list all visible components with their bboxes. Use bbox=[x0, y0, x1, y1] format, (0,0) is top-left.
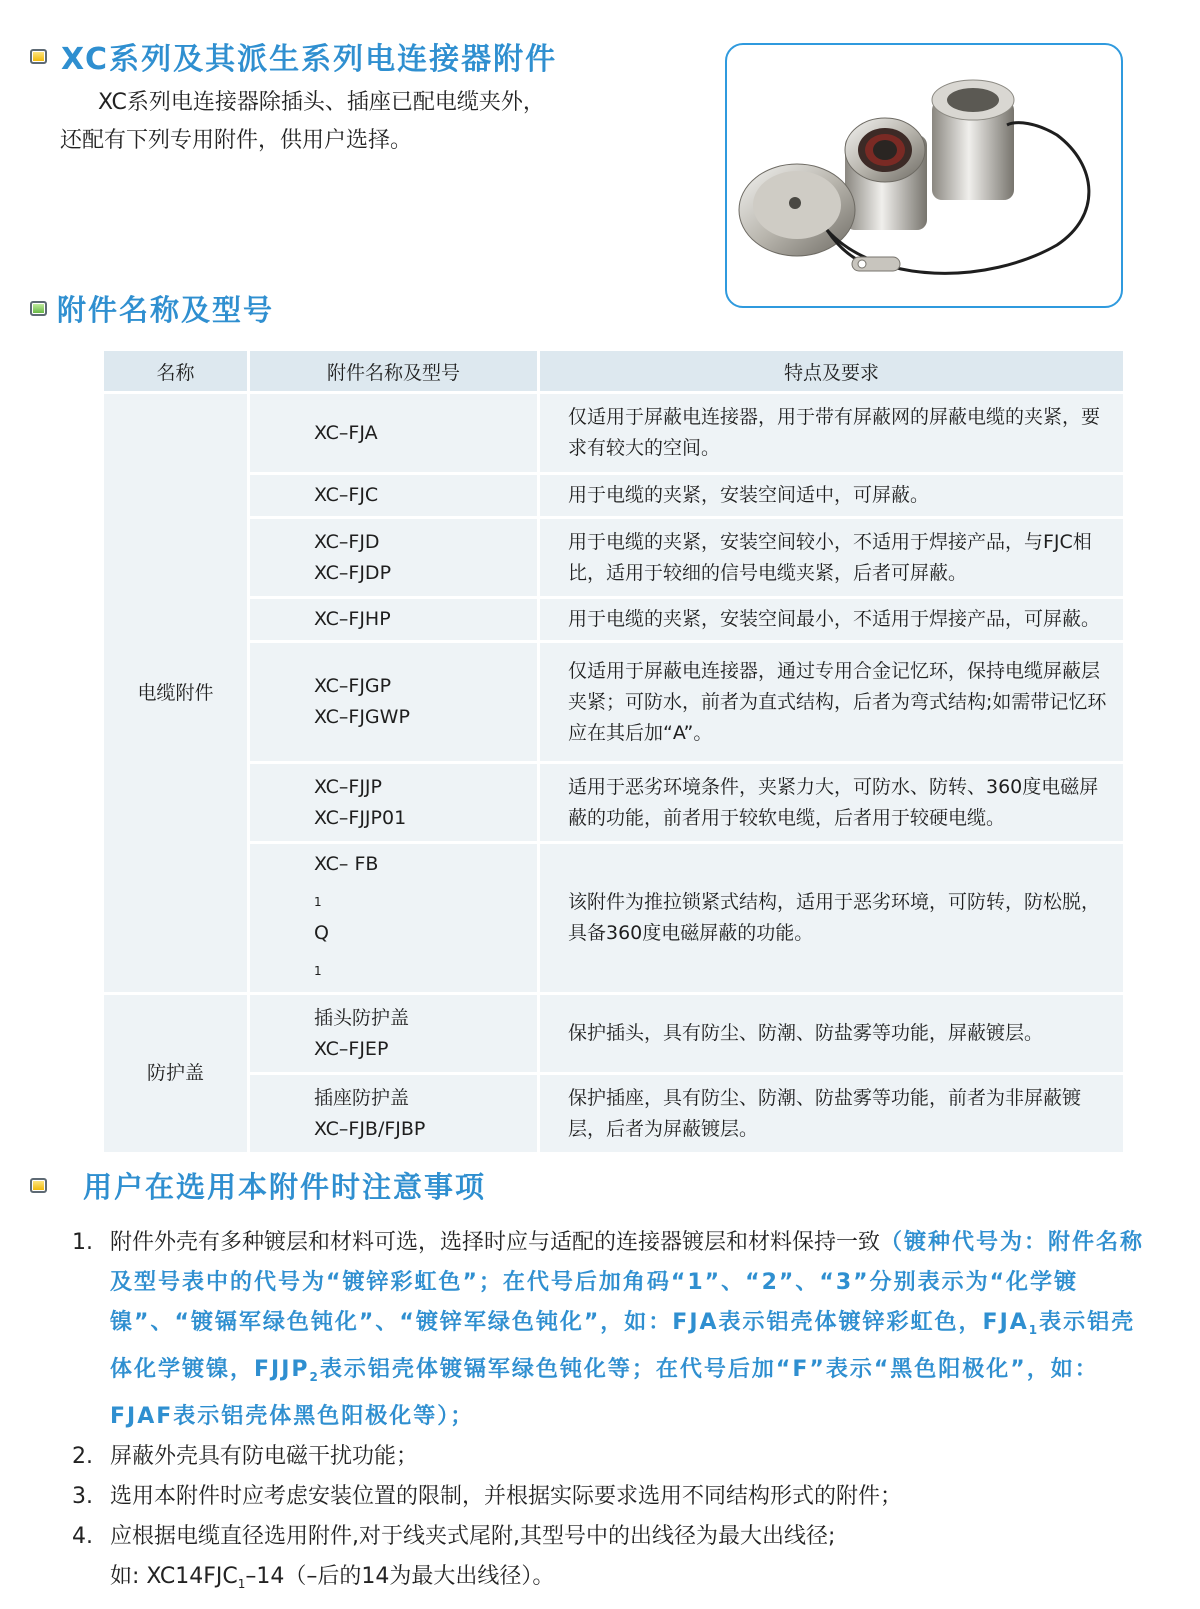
desc-cell: 用于电缆的夹紧，安装空间较小，不适用于焊接产品，与FJC相比，适用于较细的信号电缆夹紧，后者可屏蔽。 bbox=[540, 519, 1123, 599]
desc-cell: 该附件为推拉锁紧式结构，适用于恶劣环境，可防转，防松脱，具备360度电磁屏蔽的功能。 bbox=[540, 844, 1123, 995]
category-cell: 防护盖 bbox=[104, 995, 250, 1155]
model-cell: XC–FJC bbox=[250, 475, 540, 519]
category-cell: 电缆附件 bbox=[104, 394, 250, 995]
model-cell: XC–FJD XC–FJDP bbox=[250, 519, 540, 599]
model-cell: 插头防护盖 XC–FJEP bbox=[250, 995, 540, 1075]
desc-cell: 适用于恶劣环境条件，夹紧力大，可防水、防转、360度电磁屏蔽的功能，前者用于较软电缆，后者用于较硬电缆。 bbox=[540, 764, 1123, 844]
list-item: 1. 附件外壳有多种镀层和材料可选，选择时应与适配的连接器镀层和材料保持一致（镀种代号为：附件名称及型号表中的代号为“镀锌彩虹色”；在代号后加角码“1”、“2”、“3”分别表示为“化学镀镍”、“镀镉军绿色钝化”、“镀锌军绿色钝化”，如：FJA表示铝壳体镀锌彩虹色，$FJA_1$表示铝壳体化学镀镍，$FJJP_2$表示铝壳体镀镉军绿色钝化等；在代号后加“F”表示“黑色阳极化”，如：FJAF表示铝壳体黑色阳极化等）； bbox=[72, 1230, 1145, 1429]
desc-cell: 用于电缆的夹紧，安装空间适中，可屏蔽。 bbox=[540, 475, 1123, 519]
col-header-features: 特点及要求 bbox=[540, 351, 1123, 394]
table-row bbox=[104, 394, 1123, 475]
col-header-model: 附件名称及型号 bbox=[250, 351, 540, 394]
accessory-table bbox=[104, 351, 1123, 1155]
green-square-bullet-icon bbox=[30, 301, 47, 316]
yellow-square-bullet-icon bbox=[30, 1178, 47, 1193]
connector-illustration bbox=[727, 45, 1121, 306]
page-title: XC系列及其派生系列电连接器附件 bbox=[61, 42, 558, 77]
desc-cell: 保护插座，具有防尘、防潮、防盐雾等功能，前者为非屏蔽镀层，后者为屏蔽镀层。 bbox=[540, 1075, 1123, 1155]
model-cell: XC–FJA bbox=[250, 394, 540, 475]
desc-cell: 保护插头，具有防尘、防潮、防盐雾等功能，屏蔽镀层。 bbox=[540, 995, 1123, 1075]
main-heading bbox=[30, 34, 557, 78]
yellow-square-bullet-icon bbox=[30, 49, 47, 64]
table-row bbox=[104, 764, 1123, 844]
intro-text: XC系列电连接器除插头、插座已配电缆夹外， 还配有下列专用附件，供用户选择。 bbox=[60, 90, 545, 153]
model-cell: XC–FJJP XC–FJJP01 bbox=[250, 764, 540, 844]
desc-cell: 仅适用于屏蔽电连接器，通过专用合金记忆环，保持电缆屏蔽层夹紧；可防水，前者为直式结构，后者为弯式结构;如需带记忆环应在其后加“A”。 bbox=[540, 643, 1123, 764]
table-row bbox=[104, 643, 1123, 764]
table-row bbox=[104, 1075, 1123, 1155]
table-row bbox=[104, 599, 1123, 643]
notes-list bbox=[72, 1223, 1152, 1604]
model-cell: XC–FJHP bbox=[250, 599, 540, 643]
desc-cell: 用于电缆的夹紧，安装空间最小，不适用于焊接产品，可屏蔽。 bbox=[540, 599, 1123, 643]
list-item: 4. 应根据电缆直径选用附件,对于线夹式尾附,其型号中的出线径为最大出线径; 如: $XC14FJC_1-14(-$后的14为最大出线径）。 bbox=[72, 1524, 836, 1591]
table-section-heading bbox=[30, 288, 274, 329]
table-row bbox=[104, 995, 1123, 1075]
table-row bbox=[104, 519, 1123, 599]
section-title-notes: 用户在选用本附件时注意事项 bbox=[83, 1170, 487, 1204]
model-cell: 插座防护盖 XC–FJB/FJBP bbox=[250, 1075, 540, 1155]
list-item: 3. 选用本附件时应考虑安装位置的限制，并根据实际要求选用不同结构形式的附件； bbox=[72, 1484, 903, 1509]
table-row bbox=[104, 844, 1123, 995]
notes-section-heading bbox=[30, 1165, 486, 1206]
table-row bbox=[104, 475, 1123, 519]
list-item: 2. 屏蔽外壳具有防电磁干扰功能； bbox=[72, 1444, 419, 1469]
col-header-name: 名称 bbox=[104, 351, 250, 394]
section-title-accessories: 附件名称及型号 bbox=[57, 293, 275, 327]
model-cell: XC– FB $_1$ Q $_1$ bbox=[250, 844, 540, 995]
model-cell: XC–FJGP XC–FJGWP bbox=[250, 643, 540, 764]
table-header-row bbox=[104, 351, 1123, 394]
product-photo bbox=[725, 43, 1123, 308]
desc-cell: 仅适用于屏蔽电连接器，用于带有屏蔽网的屏蔽电缆的夹紧，要求有较大的空间。 bbox=[540, 394, 1123, 475]
